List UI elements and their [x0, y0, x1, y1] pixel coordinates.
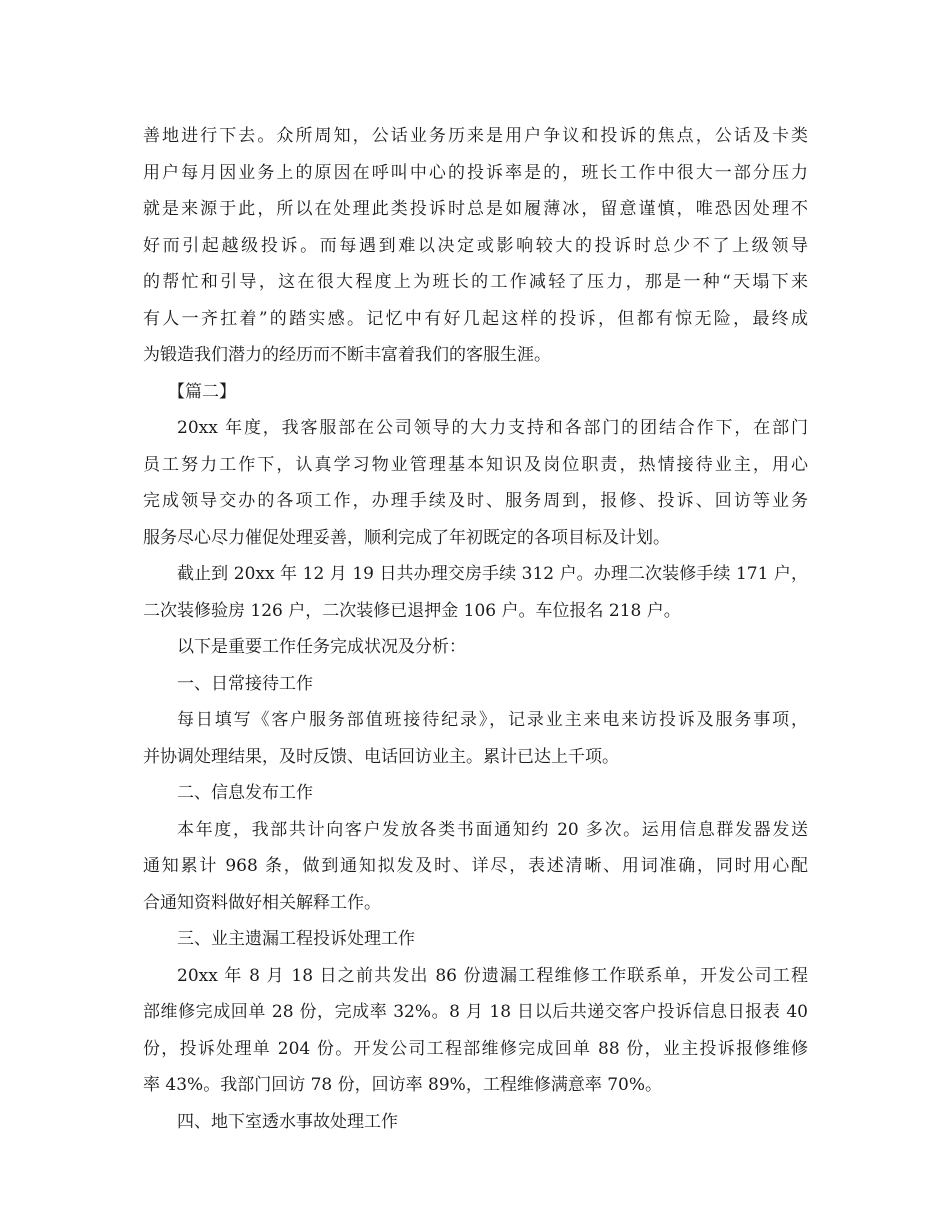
text-line: 20xx 年度，我客服部在公司领导的大力支持和各部门的团结合作下，在部门: [177, 418, 808, 438]
text-line: 二、信息发布工作: [177, 783, 313, 803]
text-line: 的帮忙和引导，这在很大程度上为班长的工作减轻了压力，那是一种“天塌下来: [143, 272, 808, 292]
text-line: 截止到 20xx 年 12 月 19 日共办理交房手续 312 户。办理二次装修手续 171 户，: [177, 564, 808, 584]
text-line: 合通知资料做好相关解释工作。: [143, 892, 381, 913]
text-line: 一、日常接待工作: [177, 673, 313, 694]
text-line: 率 43%。我部门回访 78 份，回访率 89%，工程维修满意率 70%。: [143, 1075, 663, 1095]
text-line: 通知累计 968 条，做到通知拟发及时、详尽，表述清晰、用词准确，同时用心配: [143, 856, 808, 876]
text-line: 服务尽心尽力催促处理妥善，顺利完成了年初既定的各项目标及计划。: [143, 527, 670, 548]
text-line: 用户每月因业务上的原因在呼叫中心的投诉率是的，班长工作中很大一部分压力: [143, 162, 808, 183]
text-line: 三、业主遗漏工程投诉处理工作: [177, 929, 415, 949]
text-line: 为锻造我们潜力的经历而不断丰富着我们的客服生涯。: [143, 345, 551, 365]
text-line: 份，投诉处理单 204 份。开发公司工程部维修完成回单 88 份，业主投诉报修维修: [143, 1038, 808, 1059]
text-line: 四、地下室透水事故处理工作: [177, 1111, 398, 1132]
text-line: 善地进行下去。众所周知，公话业务历来是用户争议和投诉的焦点，公话及卡类: [143, 126, 808, 146]
text-line: 每日填写《客户服务部值班接待纪录》，记录业主来电来访投诉及服务事项，: [177, 710, 808, 730]
text-line: 好而引起越级投诉。而每遇到难以决定或影响较大的投诉时总少不了上级领导: [143, 235, 808, 256]
text-line: 【篇二】: [168, 381, 236, 402]
text-line: 有人一齐扛着”的踏实感。记忆中有好几起这样的投诉，但都有惊无险，最终成: [143, 308, 808, 329]
text-line: 二次装修验房 126 户，二次装修已退押金 106 户。车位报名 218 户。: [143, 600, 681, 621]
text-line: 以下是重要工作任务完成状况及分析：: [177, 637, 466, 657]
text-line: 本年度，我部共计向客户发放各类书面通知约 20 多次。运用信息群发器发送: [177, 819, 808, 840]
text-line: 并协调处理结果，及时反馈、电话回访业主。累计已达上千项。: [143, 746, 619, 767]
document-page: [143, 118, 808, 1140]
text-line: 就是来源于此，所以在处理此类投诉时总是如履薄冰，留意谨慎，唯恐因处理不: [143, 199, 808, 219]
text-line: 完成领导交办的各项工作，办理手续及时、服务周到，报修、投诉、回访等业务: [143, 491, 808, 511]
text-line: 20xx 年 8 月 18 日之前共发出 86 份遗漏工程维修工作联系单，开发公司工程: [177, 965, 808, 986]
text-line: 部维修完成回单 28 份，完成率 32%。8 月 18 日以后共递交客户投诉信息日报表 40: [143, 1002, 808, 1022]
text-line: 员工努力工作下，认真学习物业管理基本知识及岗位职责，热情接待业主，用心: [143, 454, 808, 475]
